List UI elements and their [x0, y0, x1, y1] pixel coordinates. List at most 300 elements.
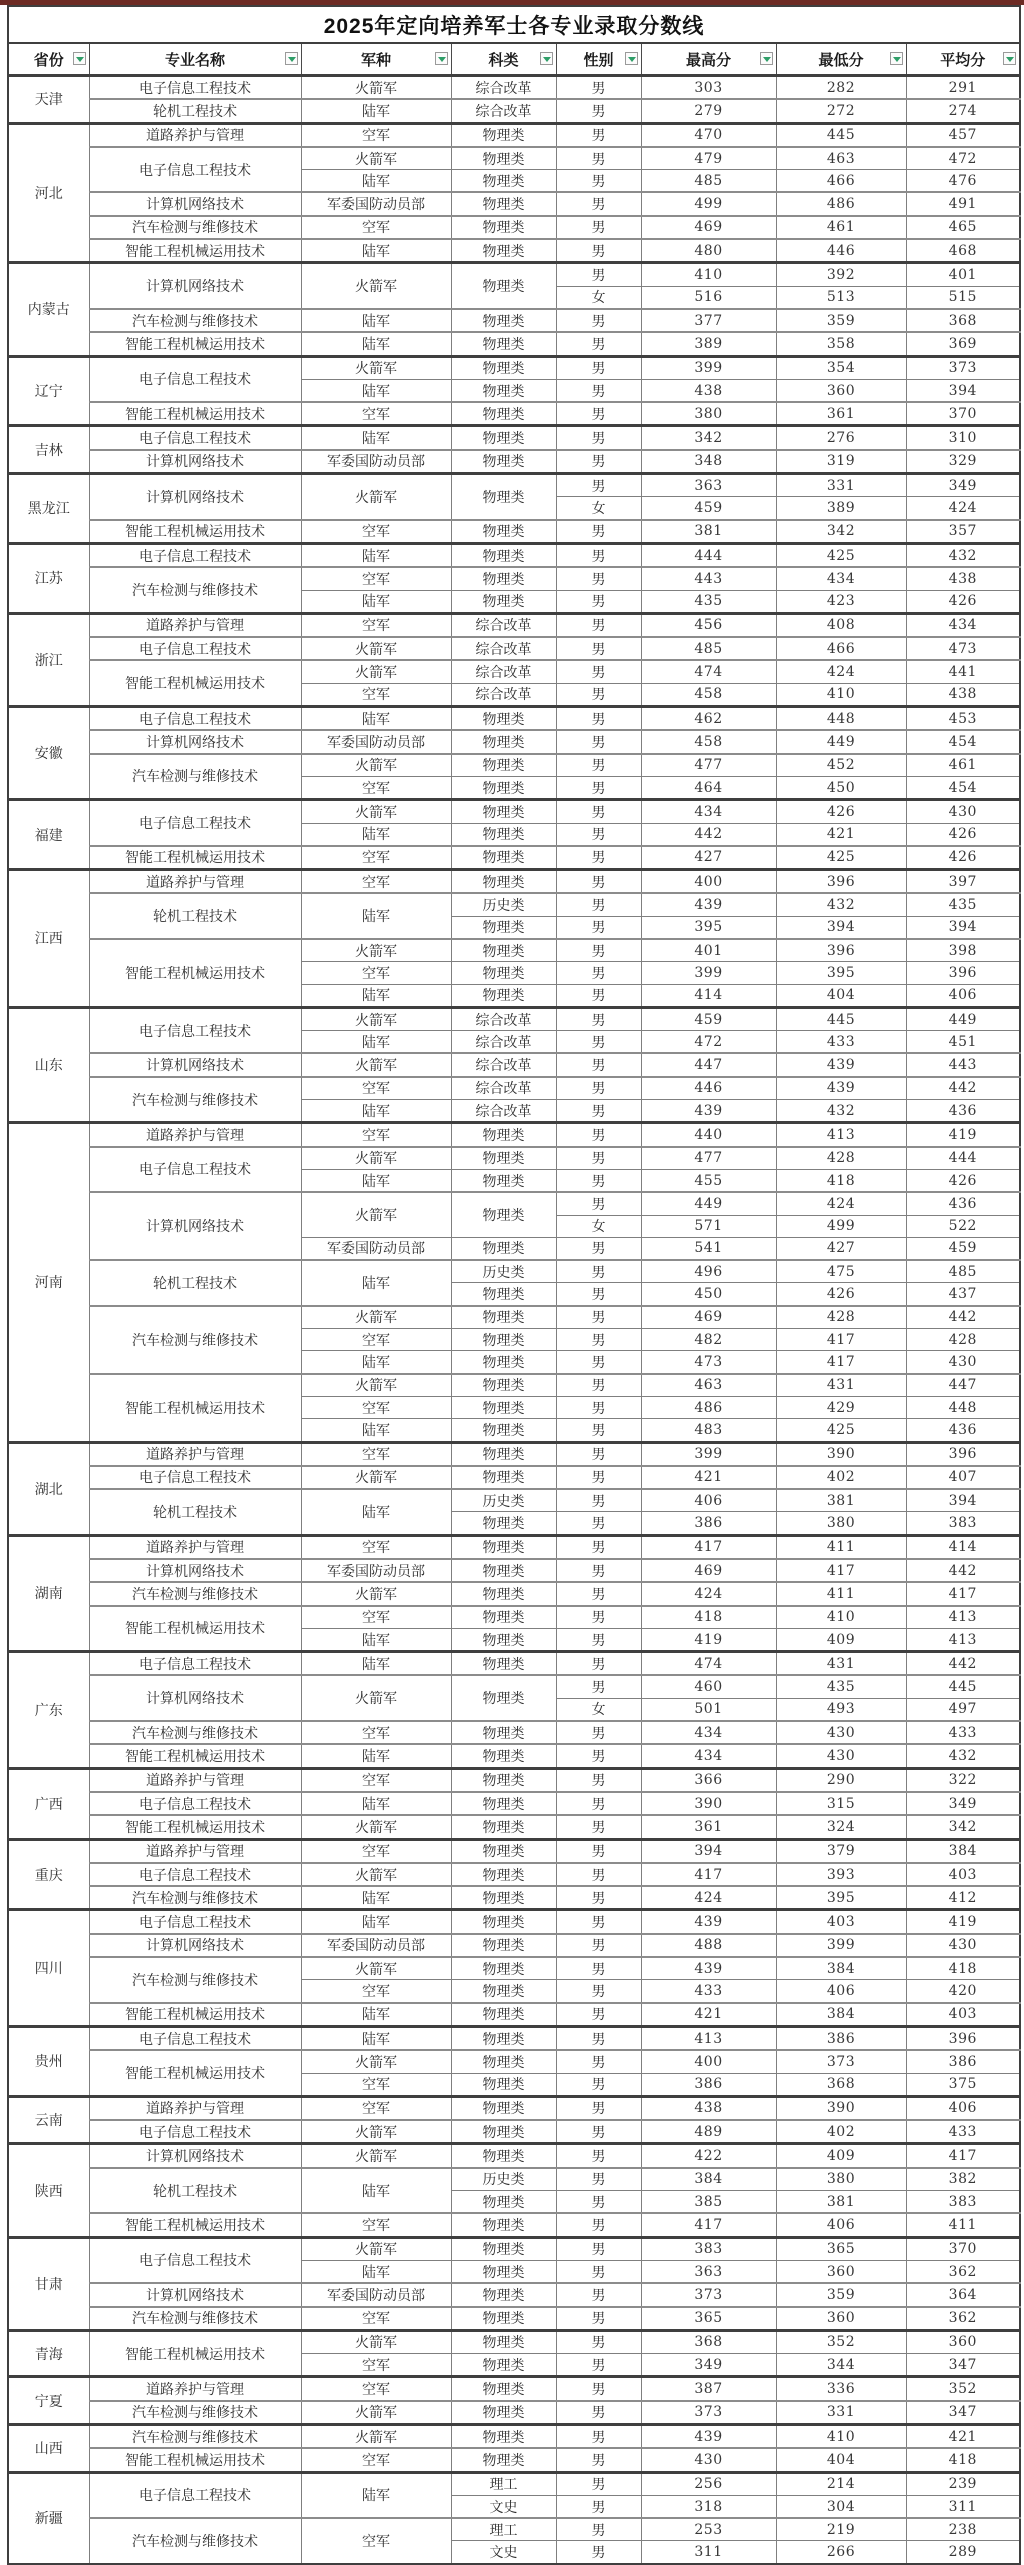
major-cell: 计算机网络技术 [89, 1559, 301, 1582]
category-cell: 物理类 [451, 1192, 556, 1237]
min-score-cell: 452 [776, 754, 906, 777]
max-score-cell: 363 [641, 474, 776, 497]
avg-score-cell: 394 [906, 916, 1020, 939]
branch-cell: 火箭军 [301, 754, 451, 777]
max-score-cell: 477 [641, 1147, 776, 1170]
category-cell: 物理类 [451, 239, 556, 263]
branch-cell: 空军 [301, 2354, 451, 2377]
avg-score-cell: 413 [906, 1606, 1020, 1629]
avg-score-cell: 473 [906, 637, 1020, 660]
max-score-cell: 456 [641, 613, 776, 637]
max-score-cell: 419 [641, 1628, 776, 1651]
gender-cell: 男 [556, 1419, 641, 1442]
max-score-cell: 363 [641, 2260, 776, 2283]
table-row [8, 2003, 1020, 2027]
max-score-cell: 414 [641, 984, 776, 1007]
category-cell: 综合改革 [451, 613, 556, 637]
major-cell: 道路养护与管理 [89, 870, 301, 894]
avg-score-cell: 349 [906, 474, 1020, 497]
gender-cell: 男 [556, 2495, 641, 2518]
category-cell: 物理类 [451, 846, 556, 870]
province-cell: 四川 [8, 1910, 89, 2026]
branch-cell: 空军 [301, 776, 451, 799]
min-score-cell: 411 [776, 1582, 906, 1605]
category-cell: 综合改革 [451, 76, 556, 100]
avg-score-cell: 373 [906, 356, 1020, 379]
category-cell: 物理类 [451, 520, 556, 544]
branch-cell: 陆军 [301, 1169, 451, 1192]
avg-score-cell: 438 [906, 683, 1020, 706]
gender-cell: 男 [556, 76, 641, 100]
major-cell: 电子信息工程技术 [89, 356, 301, 402]
min-score-cell: 331 [776, 2401, 906, 2425]
min-score-cell: 406 [776, 1980, 906, 2003]
gender-cell: 男 [556, 1652, 641, 1676]
avg-score-cell: 364 [906, 2283, 1020, 2306]
max-score-cell: 427 [641, 846, 776, 870]
branch-cell: 火箭军 [301, 637, 451, 660]
column-header-max-score [641, 43, 776, 76]
branch-cell: 空军 [301, 2518, 451, 2564]
table-row [8, 2401, 1020, 2425]
major-cell: 道路养护与管理 [89, 1442, 301, 1466]
gender-cell: 男 [556, 590, 641, 613]
table-row [8, 147, 1020, 170]
avg-score-cell: 370 [906, 2237, 1020, 2260]
table-row [8, 543, 1020, 567]
table-row [8, 1934, 1020, 1957]
major-cell: 电子信息工程技术 [89, 800, 301, 846]
max-score-cell: 434 [641, 800, 776, 823]
category-cell: 物理类 [451, 1535, 556, 1559]
column-header-max-score-label: 最高分 [685, 51, 731, 69]
table-row [8, 613, 1020, 637]
min-score-cell: 384 [776, 2003, 906, 2027]
min-score-cell: 433 [776, 1031, 906, 1054]
gender-cell: 男 [556, 1980, 641, 2003]
province-cell: 内蒙古 [8, 263, 89, 356]
min-score-cell: 392 [776, 263, 906, 286]
max-score-cell: 417 [641, 1535, 776, 1559]
gender-cell: 男 [556, 123, 641, 147]
category-cell: 物理类 [451, 1512, 556, 1535]
max-score-cell: 366 [641, 1768, 776, 1792]
branch-cell: 空军 [301, 683, 451, 706]
min-score-cell: 446 [776, 239, 906, 263]
branch-cell: 空军 [301, 1329, 451, 1351]
category-cell: 物理类 [451, 1396, 556, 1418]
avg-score-cell: 383 [906, 1512, 1020, 1535]
gender-cell: 男 [556, 707, 641, 731]
max-score-cell: 439 [641, 1910, 776, 1934]
gender-cell: 男 [556, 1489, 641, 1512]
avg-score-cell: 418 [906, 1957, 1020, 1980]
category-cell: 物理类 [451, 707, 556, 731]
major-cell: 汽车检测与维修技术 [89, 2518, 301, 2564]
max-score-cell: 399 [641, 1442, 776, 1466]
gender-cell: 男 [556, 1768, 641, 1792]
branch-cell: 空军 [301, 216, 451, 239]
avg-score-cell: 472 [906, 147, 1020, 170]
branch-cell: 空军 [301, 2377, 451, 2401]
gender-cell: 男 [556, 99, 641, 123]
category-cell: 文史 [451, 2541, 556, 2564]
province-cell: 湖南 [8, 1535, 89, 1651]
min-score-cell: 324 [776, 1815, 906, 1839]
category-cell: 物理类 [451, 1628, 556, 1651]
gender-cell: 男 [556, 1351, 641, 1374]
table-row [8, 2096, 1020, 2120]
avg-score-cell: 442 [906, 1652, 1020, 1676]
max-score-cell: 486 [641, 1396, 776, 1418]
admission-scores-table [7, 5, 1021, 2565]
major-cell: 汽车检测与维修技术 [89, 754, 301, 800]
branch-cell: 军委国防动员部 [301, 192, 451, 215]
province-cell: 安徽 [8, 707, 89, 800]
max-score-cell: 256 [641, 2472, 776, 2495]
province-cell: 河北 [8, 123, 89, 263]
avg-score-cell: 382 [906, 2168, 1020, 2191]
major-cell: 电子信息工程技术 [89, 2026, 301, 2050]
avg-score-cell: 394 [906, 1489, 1020, 1512]
column-header-category-label: 科类 [488, 51, 519, 69]
max-score-cell: 438 [641, 379, 776, 402]
province-cell: 江西 [8, 870, 89, 1008]
branch-cell: 空军 [301, 870, 451, 894]
gender-cell: 男 [556, 1582, 641, 1605]
max-score-cell: 253 [641, 2518, 776, 2541]
min-score-cell: 381 [776, 2191, 906, 2214]
filter-dropdown-icon[interactable] [1003, 52, 1016, 65]
avg-score-cell: 397 [906, 870, 1020, 894]
branch-cell: 陆军 [301, 1886, 451, 1910]
max-score-cell: 406 [641, 1489, 776, 1512]
major-cell: 电子信息工程技术 [89, 2120, 301, 2144]
min-score-cell: 432 [776, 893, 906, 916]
min-score-cell: 426 [776, 800, 906, 823]
branch-cell: 陆军 [301, 332, 451, 356]
table-row [8, 1053, 1020, 1076]
avg-score-cell: 362 [906, 2260, 1020, 2283]
filter-dropdown-icon[interactable] [760, 52, 773, 65]
province-cell: 河南 [8, 1123, 89, 1442]
min-score-cell: 430 [776, 1744, 906, 1768]
branch-cell: 陆军 [301, 1652, 451, 1676]
min-score-cell: 499 [776, 1215, 906, 1237]
gender-cell: 男 [556, 2472, 641, 2495]
gender-cell: 男 [556, 520, 641, 544]
max-score-cell: 377 [641, 309, 776, 332]
max-score-cell: 501 [641, 1698, 776, 1721]
filter-dropdown-icon[interactable] [625, 52, 638, 65]
major-cell: 汽车检测与维修技术 [89, 567, 301, 613]
branch-cell: 军委国防动员部 [301, 730, 451, 753]
max-score-cell: 449 [641, 1192, 776, 1215]
category-cell: 物理类 [451, 2096, 556, 2120]
max-score-cell: 458 [641, 683, 776, 706]
avg-score-cell: 430 [906, 1934, 1020, 1957]
category-cell: 物理类 [451, 1886, 556, 1910]
branch-cell: 陆军 [301, 1419, 451, 1442]
min-score-cell: 445 [776, 123, 906, 147]
avg-score-cell: 451 [906, 1031, 1020, 1054]
gender-cell: 男 [556, 332, 641, 356]
filter-dropdown-icon[interactable] [540, 52, 553, 65]
province-cell: 甘肃 [8, 2237, 89, 2330]
avg-score-cell: 342 [906, 1815, 1020, 1839]
avg-score-cell: 453 [906, 707, 1020, 731]
avg-score-cell: 426 [906, 823, 1020, 846]
max-score-cell: 395 [641, 916, 776, 939]
max-score-cell: 399 [641, 962, 776, 984]
min-score-cell: 380 [776, 2168, 906, 2191]
avg-score-cell: 443 [906, 1053, 1020, 1076]
gender-cell: 男 [556, 309, 641, 332]
gender-cell: 男 [556, 2260, 641, 2283]
max-score-cell: 489 [641, 2120, 776, 2144]
province-cell: 青海 [8, 2330, 89, 2377]
category-cell: 物理类 [451, 1283, 556, 1306]
gender-cell: 男 [556, 216, 641, 239]
avg-score-cell: 289 [906, 2541, 1020, 2564]
branch-cell: 空军 [301, 1396, 451, 1418]
province-cell: 天津 [8, 76, 89, 124]
gender-cell: 男 [556, 2213, 641, 2237]
avg-score-cell: 461 [906, 754, 1020, 777]
max-score-cell: 455 [641, 1169, 776, 1192]
max-score-cell: 479 [641, 147, 776, 170]
gender-cell: 男 [556, 1283, 641, 1306]
max-score-cell: 440 [641, 1123, 776, 1147]
category-cell: 物理类 [451, 1582, 556, 1605]
table-row [8, 1839, 1020, 1863]
major-cell: 道路养护与管理 [89, 613, 301, 637]
column-header-gender-label: 性别 [583, 51, 614, 69]
gender-cell: 男 [556, 2096, 641, 2120]
table-row [8, 800, 1020, 823]
avg-score-cell: 436 [906, 1419, 1020, 1442]
max-score-cell: 422 [641, 2144, 776, 2168]
max-score-cell: 401 [641, 939, 776, 962]
min-score-cell: 493 [776, 1698, 906, 1721]
max-score-cell: 373 [641, 2283, 776, 2306]
category-cell: 物理类 [451, 426, 556, 450]
gender-cell: 男 [556, 870, 641, 894]
min-score-cell: 344 [776, 2354, 906, 2377]
min-score-cell: 319 [776, 450, 906, 474]
max-score-cell: 389 [641, 332, 776, 356]
avg-score-cell: 433 [906, 2120, 1020, 2144]
branch-cell: 火箭军 [301, 2401, 451, 2425]
max-score-cell: 469 [641, 1559, 776, 1582]
major-cell: 轮机工程技术 [89, 1260, 301, 1306]
category-cell: 物理类 [451, 216, 556, 239]
filter-dropdown-icon[interactable] [285, 52, 298, 65]
filter-dropdown-icon[interactable] [890, 52, 903, 65]
min-score-cell: 365 [776, 2237, 906, 2260]
min-score-cell: 290 [776, 1768, 906, 1792]
gender-cell: 男 [556, 1559, 641, 1582]
min-score-cell: 266 [776, 2541, 906, 2564]
min-score-cell: 304 [776, 2495, 906, 2518]
avg-score-cell: 435 [906, 893, 1020, 916]
category-cell: 物理类 [451, 730, 556, 753]
category-cell: 物理类 [451, 1329, 556, 1351]
avg-score-cell: 437 [906, 1283, 1020, 1306]
table-row [8, 1582, 1020, 1605]
gender-cell: 男 [556, 962, 641, 984]
max-score-cell: 421 [641, 1466, 776, 1489]
gender-cell: 男 [556, 1721, 641, 1744]
avg-score-cell: 417 [906, 1582, 1020, 1605]
min-score-cell: 448 [776, 707, 906, 731]
max-score-cell: 444 [641, 543, 776, 567]
avg-score-cell: 403 [906, 1863, 1020, 1886]
table-row [8, 520, 1020, 544]
branch-cell: 陆军 [301, 1792, 451, 1815]
branch-cell: 火箭军 [301, 1007, 451, 1030]
max-score-cell: 459 [641, 497, 776, 520]
avg-score-cell: 384 [906, 1839, 1020, 1863]
filter-dropdown-icon[interactable] [435, 52, 448, 65]
major-cell: 汽车检测与维修技术 [89, 1886, 301, 1910]
avg-score-cell: 421 [906, 2424, 1020, 2448]
category-cell: 综合改革 [451, 660, 556, 683]
gender-cell: 男 [556, 2120, 641, 2144]
max-score-cell: 499 [641, 192, 776, 215]
avg-score-cell: 362 [906, 2307, 1020, 2331]
branch-cell: 军委国防动员部 [301, 1237, 451, 1260]
table-row [8, 870, 1020, 894]
max-score-cell: 470 [641, 123, 776, 147]
avg-score-cell: 394 [906, 379, 1020, 402]
table-row [8, 1147, 1020, 1170]
max-score-cell: 418 [641, 1606, 776, 1629]
max-score-cell: 477 [641, 754, 776, 777]
major-cell: 智能工程机械运用技术 [89, 239, 301, 263]
min-score-cell: 431 [776, 1652, 906, 1676]
major-cell: 智能工程机械运用技术 [89, 2213, 301, 2237]
province-cell: 山西 [8, 2424, 89, 2472]
min-score-cell: 404 [776, 2448, 906, 2472]
gender-cell: 男 [556, 1306, 641, 1329]
major-cell: 计算机网络技术 [89, 192, 301, 215]
branch-cell: 空军 [301, 1980, 451, 2003]
min-score-cell: 424 [776, 660, 906, 683]
gender-cell: 男 [556, 2330, 641, 2353]
min-score-cell: 463 [776, 147, 906, 170]
major-cell: 电子信息工程技术 [89, 543, 301, 567]
max-score-cell: 439 [641, 1957, 776, 1980]
category-cell: 物理类 [451, 309, 556, 332]
major-cell: 汽车检测与维修技术 [89, 1077, 301, 1123]
min-score-cell: 331 [776, 474, 906, 497]
gender-cell: 男 [556, 2518, 641, 2541]
gender-cell: 男 [556, 2168, 641, 2191]
major-cell: 计算机网络技术 [89, 450, 301, 474]
max-score-cell: 384 [641, 2168, 776, 2191]
category-cell: 物理类 [451, 962, 556, 984]
avg-score-cell: 433 [906, 1721, 1020, 1744]
category-cell: 物理类 [451, 916, 556, 939]
table-row [8, 660, 1020, 683]
category-cell: 物理类 [451, 2260, 556, 2283]
category-cell: 物理类 [451, 379, 556, 402]
gender-cell: 男 [556, 754, 641, 777]
gender-cell: 男 [556, 1839, 641, 1863]
gender-cell: 男 [556, 916, 641, 939]
gender-cell: 男 [556, 2307, 641, 2331]
min-score-cell: 423 [776, 590, 906, 613]
branch-cell: 陆军 [301, 2003, 451, 2027]
category-cell: 物理类 [451, 474, 556, 520]
gender-cell: 男 [556, 1237, 641, 1260]
max-score-cell: 571 [641, 1215, 776, 1237]
table-row [8, 1374, 1020, 1397]
branch-cell: 火箭军 [301, 147, 451, 170]
max-score-cell: 386 [641, 1512, 776, 1535]
table-row [8, 263, 1020, 286]
title-row [8, 6, 1020, 43]
min-score-cell: 384 [776, 1957, 906, 1980]
category-cell: 理工 [451, 2518, 556, 2541]
category-cell: 物理类 [451, 543, 556, 567]
table-row [8, 1863, 1020, 1886]
avg-score-cell: 419 [906, 1910, 1020, 1934]
gender-cell: 男 [556, 1512, 641, 1535]
avg-score-cell: 430 [906, 1351, 1020, 1374]
branch-cell: 火箭军 [301, 1192, 451, 1237]
category-cell: 物理类 [451, 1792, 556, 1815]
min-score-cell: 409 [776, 1628, 906, 1651]
min-score-cell: 429 [776, 1396, 906, 1418]
table-row [8, 1792, 1020, 1815]
max-score-cell: 438 [641, 2096, 776, 2120]
branch-cell: 空军 [301, 1077, 451, 1100]
table-row [8, 1007, 1020, 1030]
gender-cell: 男 [556, 1100, 641, 1123]
max-score-cell: 417 [641, 1863, 776, 1886]
table-row [8, 2237, 1020, 2260]
branch-cell: 陆军 [301, 1744, 451, 1768]
category-cell: 物理类 [451, 1351, 556, 1374]
avg-score-cell: 468 [906, 239, 1020, 263]
major-cell: 汽车检测与维修技术 [89, 309, 301, 332]
category-cell: 物理类 [451, 2050, 556, 2073]
max-score-cell: 462 [641, 707, 776, 731]
min-score-cell: 276 [776, 426, 906, 450]
branch-cell: 陆军 [301, 1100, 451, 1123]
branch-cell: 火箭军 [301, 1147, 451, 1170]
gender-cell: 男 [556, 1123, 641, 1147]
category-cell: 物理类 [451, 939, 556, 962]
gender-cell: 男 [556, 1535, 641, 1559]
filter-dropdown-icon[interactable] [73, 52, 86, 65]
branch-cell: 陆军 [301, 170, 451, 193]
province-cell: 湖北 [8, 1442, 89, 1535]
category-cell: 物理类 [451, 147, 556, 170]
max-score-cell: 469 [641, 216, 776, 239]
gender-cell: 男 [556, 239, 641, 263]
max-score-cell: 488 [641, 1934, 776, 1957]
min-score-cell: 417 [776, 1329, 906, 1351]
gender-cell: 男 [556, 1077, 641, 1100]
province-cell: 山东 [8, 1007, 89, 1122]
category-cell: 综合改革 [451, 637, 556, 660]
avg-score-cell: 454 [906, 776, 1020, 799]
major-cell: 电子信息工程技术 [89, 1910, 301, 1934]
branch-cell: 空军 [301, 520, 451, 544]
